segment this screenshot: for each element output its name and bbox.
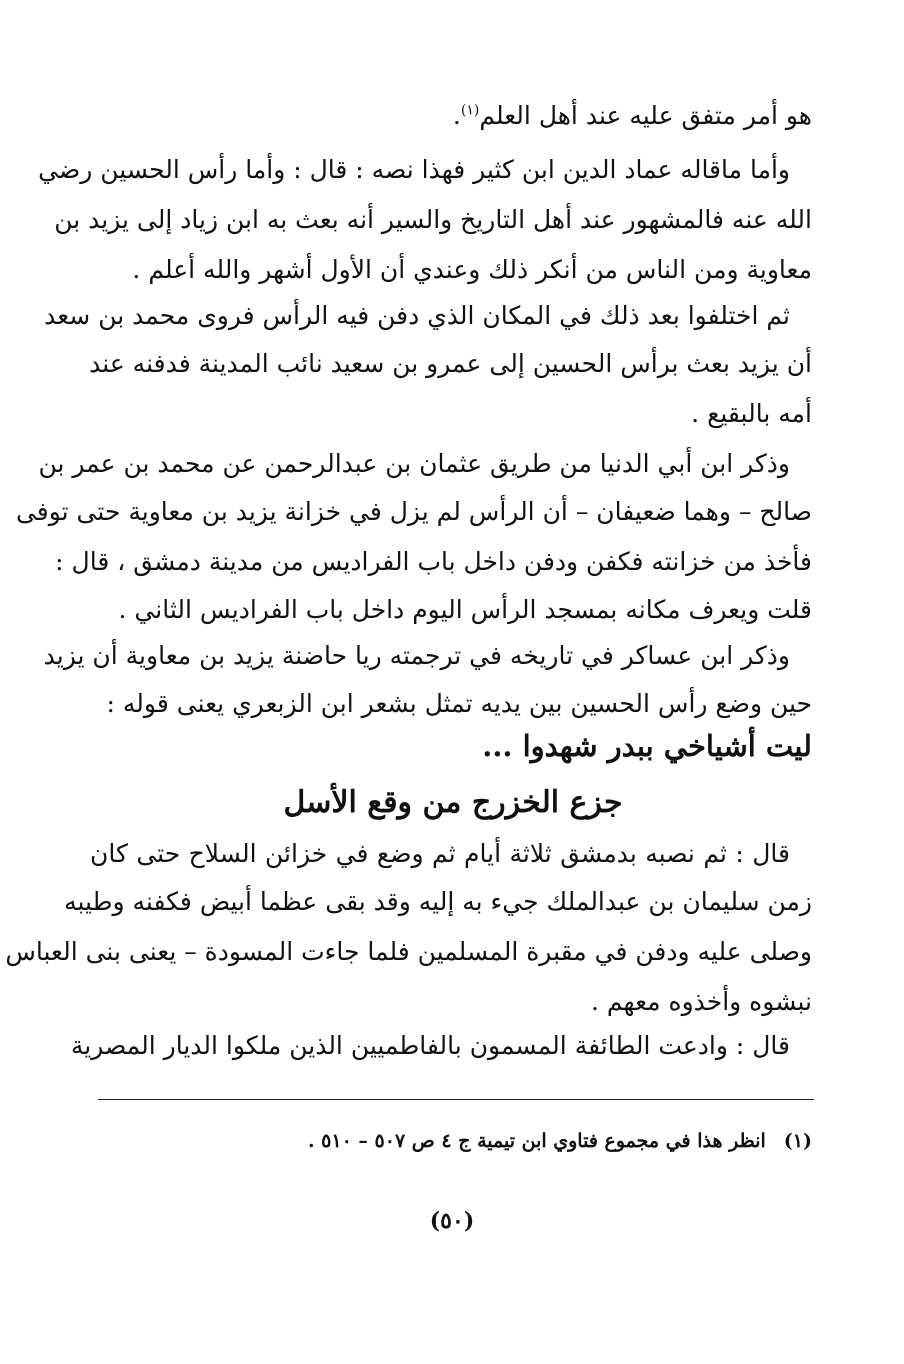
body-line-14: قال : ثم نصبه بدمشق ثلاثة أيام ثم وضع في خزائن السلاح حتى كان bbox=[90, 839, 790, 868]
body-line-8: وذكر ابن أبي الدنيا من طريق عثمان بن عبدالرحمن عن محمد بن عمر بن bbox=[38, 449, 790, 478]
body-line-11: قلت ويعرف مكانه بمسجد الرأس اليوم داخل باب الفراديس الثاني . bbox=[118, 595, 812, 624]
body-line-15: زمن سليمان بن عبدالملك جيء به إليه وقد بقى عظما أبيض فكفنه وطيبه bbox=[64, 887, 812, 916]
body-line-4: معاوية ومن الناس من أنكر ذلك وعندي أن الأول أشهر والله أعلم . bbox=[132, 255, 812, 284]
footnote-reference: (١) bbox=[460, 102, 480, 119]
body-line-7: أمه بالبقيع . bbox=[691, 399, 812, 428]
body-line-1-text: هو أمر متفق عليه عند أهل العلم bbox=[479, 101, 812, 130]
poetry-verse-centered: جزع الخزرج من وقع الأسل bbox=[283, 785, 623, 820]
body-line-12: وذكر ابن عساكر في تاريخه في ترجمته ريا حاضنة يزيد بن معاوية أن يزيد bbox=[43, 641, 790, 670]
footnote-divider bbox=[98, 1099, 814, 1100]
page-number: (٥٠) bbox=[429, 1208, 475, 1234]
body-line-6: أن يزيد بعث برأس الحسين إلى عمرو بن سعيد نائب المدينة فدفنه عند bbox=[89, 349, 812, 378]
body-line-3: الله عنه فالمشهور عند أهل التاريخ والسير أنه بعث به ابن زياد إلى يزيد بن bbox=[54, 205, 812, 234]
body-line-13: حين وضع رأس الحسين بين يديه تمثل بشعر ابن الزبعري يعنى قوله : bbox=[106, 689, 812, 718]
body-line-17: نبشوه وأخذوه معهم . bbox=[591, 987, 812, 1016]
body-line-2: وأما ماقاله عماد الدين ابن كثير فهذا نصه : قال : وأما رأس الحسين رضي bbox=[38, 155, 790, 184]
body-line-10: فأخذ من خزانته فكفن ودفن داخل باب الفراديس من مدينة دمشق ، قال : bbox=[55, 547, 812, 576]
body-line-1: هو أمر متفق عليه عند أهل العلم$^{(١)}$. bbox=[452, 101, 812, 130]
footnote-text: انظر هذا في مجموع فتاوي ابن تيمية ج ٤ ص ٥٠٧ – ٥١٠ . bbox=[307, 1130, 766, 1152]
footnote-marker: (١) bbox=[783, 1130, 812, 1152]
body-line-16: وصلى عليه ودفن في مقبرة المسلمين فلما جاءت المسودة – يعنى بنى العباس bbox=[5, 937, 812, 966]
body-line-18: قال : وادعت الطائفة المسمون بالفاطميين الذين ملكوا الديار المصرية bbox=[70, 1031, 790, 1060]
body-line-5: ثم اختلفوا بعد ذلك في المكان الذي دفن فيه الرأس فروى محمد بن سعد bbox=[44, 301, 790, 330]
body-line-9: صالح – وهما ضعيفان – أن الرأس لم يزل في خزانة يزيد بن معاوية حتى توفى bbox=[15, 497, 812, 526]
poetry-verse-line: ليت أشياخي ببدر شهدوا ... bbox=[482, 729, 812, 763]
footnote bbox=[90, 1126, 812, 1156]
